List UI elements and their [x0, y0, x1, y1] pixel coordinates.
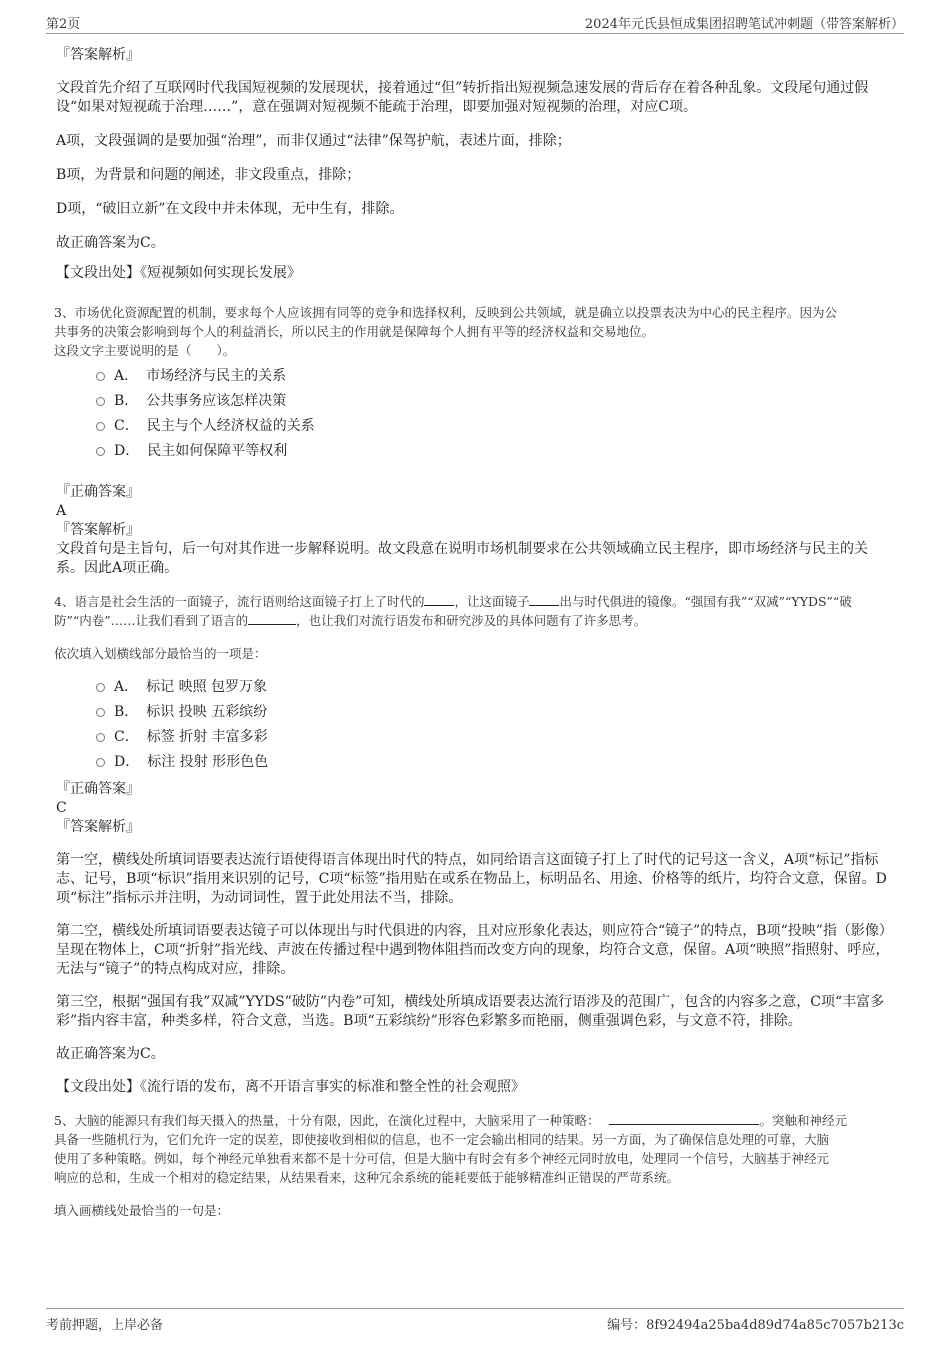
q3-stem-line-1: 3、市场优化资源配置的机制，要求每个人应该拥有同等的竞争和选择权利，反映到公共领域，就是确立以投票表决为中心的民主程序。因为公 — [54, 305, 837, 320]
fill-blank — [529, 592, 559, 606]
footer-slogan: 考前押题，上岸必备 — [46, 1318, 164, 1333]
q2-analysis-label: 『答案解析』 — [56, 47, 140, 63]
q4-conclusion: 故正确答案为C。 — [56, 1046, 165, 1062]
q3-option-c[interactable]: C． 民主与个人经济权益的关系 — [96, 416, 894, 436]
q3-analysis-label: 『答案解析』 — [56, 522, 140, 538]
q4-analysis-p2: 第二空，横线处所填词语要表达镜子可以体现出与时代俱进的内容，且对应形象化表达，则应符合“镜子”的特点，B项“投映”指（影像）呈现在物体上，C项“折射”指光线、声波在传播过程中遇到物体阻挡而改变方向的现象，均符合文意，保留。A项“映照”指照射、呼应，无法与“镜子”的特点构成对应，排除。 — [56, 923, 893, 977]
q4-option-c[interactable]: C． 标签 折射 丰富多彩 — [96, 727, 894, 747]
page-footer — [46, 1308, 904, 1335]
radio-icon[interactable] — [96, 758, 105, 767]
q4-option-d[interactable]: D． 标注 投射 形形色色 — [96, 752, 894, 772]
fill-blank — [248, 611, 296, 625]
q2-analysis-text: 文段首先介绍了互联网时代我国短视频的发展现状，接着通过“但”转折指出短视频急速发展的背后存在着各种乱象。文段尾句通过假设“如果对短视疏于治理……”，意在强调对短视频不能疏于治理，即要加强对短视频的治理，对应C项。 — [56, 80, 869, 115]
question-4 — [56, 592, 894, 1097]
radio-icon[interactable] — [96, 422, 105, 431]
q4-answer: C — [56, 800, 67, 816]
q5-stem: 5、大脑的能源只有我们每天摄入的热量，十分有限，因此，在演化过程中，大脑采用了一种策略： 。突触和神经元 具备一些随机行为，它们允许一定的误差，即使接收到相似的信息，也不一定会输出相同的结果。另一方面，为了确保信息处理的可靠，大脑 使用了多种策略。例如，每个神经元单独看来都不是十分可信，但是大脑中有时会有多个神经元同时放电，处理同一个信号，大脑基于神经元 响应的总和，生成一个相对的稳定结果，从结果看来，这种冗余系统的能耗要低于能够精准纠正错误的严苛系统。 — [54, 1113, 847, 1185]
q4-option-a[interactable]: A． 标记 映照 包罗万象 — [96, 677, 894, 697]
radio-icon[interactable] — [96, 733, 105, 742]
q3-stem-line-2: 共事务的决策会影响到每个人的利益消长，所以民主的作用就是保障每个人拥有平等的经济权益和交易地位。 — [54, 324, 655, 339]
q2-option-d-note: D项，“破旧立新”在文段中并未体现，无中生有，排除。 — [56, 201, 404, 217]
q4-analysis-p1: 第一空，横线处所填词语要表达流行语使得语言体现出时代的特点，如同给语言这面镜子打上了时代的记号这一含义，A项“标记”指标志、记号，B项“标识”指用来识别的记号，C项“标签”指用贴在或系在物品上，标明品名、用途、价格等的纸片，均符合文意，保留。D项“标注”指标示并注明，为动词词性，置于此处用法不当，排除。 — [56, 852, 887, 906]
document-id: 编号：8f92494a25ba4d89d74a85c7057b213c — [607, 1318, 904, 1333]
q3-answer: A — [56, 503, 67, 519]
q3-prompt: 这段文字主要说明的是（ ）。 — [54, 343, 236, 358]
radio-icon[interactable] — [96, 397, 105, 406]
q2-source: 【文段出处】《短视频如何实现长发展》 — [56, 265, 301, 281]
q3-analysis-text: 文段首句是主旨句，后一句对其作进一步解释说明。故文段意在说明市场机制要求在公共领域确立民主程序，即市场经济与民主的关系。因此A项正确。 — [56, 541, 868, 576]
q3-option-d[interactable]: D． 民主如何保障平等权利 — [96, 441, 894, 461]
fill-blank — [609, 1111, 759, 1125]
q4-option-b[interactable]: B． 标识 投映 五彩缤纷 — [96, 702, 894, 722]
page-header — [46, 13, 904, 34]
document-body — [56, 44, 894, 1220]
document-title: 2024年元氏县恒成集团招聘笔试冲刺题（带答案解析） — [584, 17, 904, 32]
q4-prompt: 依次填入划横线部分最恰当的一项是： — [54, 646, 267, 661]
q3-option-b[interactable]: B． 公共事务应该怎样决策 — [96, 391, 894, 411]
q4-answer-label: 『正确答案』 — [56, 781, 140, 797]
q2-option-a-note: A项，文段强调的是要加强“治理”，而非仅通过“法律”保驾护航，表述片面，排除； — [56, 133, 571, 149]
q3-option-a[interactable]: A． 市场经济与民主的关系 — [96, 366, 894, 386]
radio-icon[interactable] — [96, 708, 105, 717]
q2-option-b-note: B项，为背景和问题的阐述，非文段重点，排除； — [56, 167, 361, 183]
q4-analysis-label: 『答案解析』 — [56, 819, 140, 835]
radio-icon[interactable] — [96, 447, 105, 456]
fill-blank — [424, 592, 454, 606]
q4-source: 【文段出处】《流行语的发布，离不开语言事实的标准和整全性的社会观照》 — [56, 1079, 525, 1095]
question-5 — [56, 1111, 894, 1220]
q2-conclusion: 故正确答案为C。 — [56, 235, 165, 251]
q4-stem: 4、语言是社会生活的一面镜子，流行语则给这面镜子打上了时代的 ，让这面镜子 出与时代俱进的镜像。“强国有我”“双减”“YYDS”“破 防”“内卷”……让我们看到了语言的 ，也让我们对流行语发布和研究涉及的具体问题有了许多思考。 — [54, 594, 852, 628]
q3-answer-label: 『正确答案』 — [56, 484, 140, 500]
question-3 — [56, 303, 894, 578]
radio-icon[interactable] — [96, 683, 105, 692]
q4-analysis-p3: 第三空，根据“强国有我”双减”YYDS”破防”内卷”可知，横线处所填成语要表达流行语涉及的范围广，包含的内容多之意，C项“丰富多彩”指内容丰富，种类多样，符合文意，当选。B项“五彩缤纷”形容色彩繁多而艳丽，侧重强调色彩，与文意不符，排除。 — [56, 994, 885, 1029]
q5-prompt: 填入画横线处最恰当的一句是： — [54, 1203, 230, 1218]
page-number: 第2页 — [46, 17, 81, 32]
radio-icon[interactable] — [96, 372, 105, 381]
